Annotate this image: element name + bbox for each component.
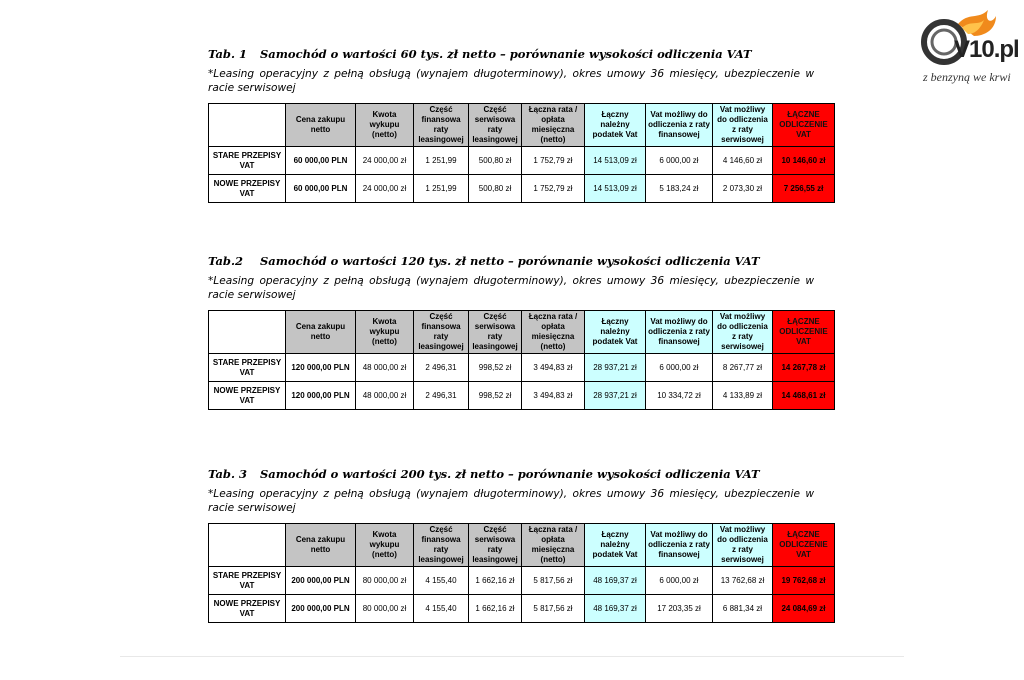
column-header: Część serwisowa raty leasingowej <box>469 311 522 354</box>
cell: 24 000,00 zł <box>356 147 414 175</box>
vat-table <box>208 310 835 410</box>
cell: 17 203,35 zł <box>646 595 713 623</box>
vat-table <box>208 523 835 623</box>
cell: 80 000,00 zł <box>356 595 414 623</box>
cell: 998,52 zł <box>469 354 522 382</box>
cell-total: 19 762,68 zł <box>773 567 835 595</box>
column-header: Vat możliwy do odliczenia z raty serwisowej <box>713 104 773 147</box>
column-header: Łączny należny podatek Vat <box>585 104 646 147</box>
cell: 5 817,56 zł <box>522 567 585 595</box>
row-label: NOWE PRZEPISY VAT <box>209 595 286 623</box>
cell: 200 000,00 PLN <box>286 567 356 595</box>
cell: 1 752,79 zł <box>522 175 585 203</box>
column-header: Vat możliwy do odliczenia z raty serwisowej <box>713 524 773 567</box>
cell: 2 073,30 zł <box>713 175 773 203</box>
table-section-1 <box>208 46 838 203</box>
row-label: NOWE PRZEPISY VAT <box>209 175 286 203</box>
cell: 6 000,00 zł <box>646 147 713 175</box>
column-header: Łączna rata / opłata miesięczna (netto) <box>522 524 585 567</box>
header-blank <box>209 311 286 354</box>
table-row <box>209 382 835 410</box>
table-section-2 <box>208 253 838 410</box>
column-header: Część finansowa raty leasingowej <box>414 104 469 147</box>
column-header: Cena zakupu netto <box>286 524 356 567</box>
cell: 48 169,37 zł <box>585 567 646 595</box>
table-title <box>208 466 838 482</box>
cell: 28 937,21 zł <box>585 382 646 410</box>
cell: 5 183,24 zł <box>646 175 713 203</box>
cell: 6 000,00 zł <box>646 354 713 382</box>
row-label: NOWE PRZEPISY VAT <box>209 382 286 410</box>
cell: 120 000,00 PLN <box>286 382 356 410</box>
cell: 3 494,83 zł <box>522 382 585 410</box>
cell: 120 000,00 PLN <box>286 354 356 382</box>
table-number: Tab.2 <box>208 254 243 268</box>
cell: 48 169,37 zł <box>585 595 646 623</box>
cell: 998,52 zł <box>469 382 522 410</box>
cell: 48 000,00 zł <box>356 354 414 382</box>
cell: 500,80 zł <box>469 147 522 175</box>
column-header: Cena zakupu netto <box>286 104 356 147</box>
cell: 48 000,00 zł <box>356 382 414 410</box>
header-row <box>209 524 835 567</box>
table-row <box>209 354 835 382</box>
cell: 1 251,99 <box>414 175 469 203</box>
table-title-text: Samochód o wartości 120 tys. zł netto – porównanie wysokości odliczenia VAT <box>260 254 760 268</box>
cell: 3 494,83 zł <box>522 354 585 382</box>
table-number: Tab. 1 <box>208 47 247 61</box>
cell: 1 752,79 zł <box>522 147 585 175</box>
table-row <box>209 595 835 623</box>
cell-total: 10 146,60 zł <box>773 147 835 175</box>
table-title <box>208 46 838 62</box>
table-row <box>209 175 835 203</box>
cell: 1 662,16 zł <box>469 595 522 623</box>
column-header: Część finansowa raty leasingowej <box>414 524 469 567</box>
column-header: Vat możliwy do odliczenia z raty finansowej <box>646 104 713 147</box>
cell: 60 000,00 PLN <box>286 147 356 175</box>
column-header: Kwota wykupu (netto) <box>356 104 414 147</box>
row-label: STARE PRZEPISY VAT <box>209 354 286 382</box>
cell: 6 881,34 zł <box>713 595 773 623</box>
table-note: *Leasing operacyjny z pełną obsługą (wynajem długoterminowy), okres umowy 36 miesięcy, ubezpieczenie w racie serwisowej <box>208 68 814 94</box>
cell-total: 14 267,78 zł <box>773 354 835 382</box>
footer-divider <box>120 656 904 657</box>
cell: 200 000,00 PLN <box>286 595 356 623</box>
cell: 4 155,40 <box>414 595 469 623</box>
cell: 80 000,00 zł <box>356 567 414 595</box>
column-header: Łączny należny podatek Vat <box>585 524 646 567</box>
cell: 13 762,68 zł <box>713 567 773 595</box>
table-title <box>208 253 838 269</box>
cell-total: 14 468,61 zł <box>773 382 835 410</box>
cell: 14 513,09 zł <box>585 175 646 203</box>
cell: 28 937,21 zł <box>585 354 646 382</box>
table-number: Tab. 3 <box>208 467 247 481</box>
cell: 8 267,77 zł <box>713 354 773 382</box>
column-header: Łączny należny podatek Vat <box>585 311 646 354</box>
column-header: Vat możliwy do odliczenia z raty serwisowej <box>713 311 773 354</box>
header-blank <box>209 524 286 567</box>
table-row <box>209 147 835 175</box>
cell: 2 496,31 <box>414 382 469 410</box>
header-blank <box>209 104 286 147</box>
cell: 4 155,40 <box>414 567 469 595</box>
column-header-total: ŁĄCZNE ODLICZENIE VAT <box>773 104 835 147</box>
vat-table <box>208 103 835 203</box>
v10-logo <box>918 6 1018 86</box>
table-note: *Leasing operacyjny z pełną obsługą (wynajem długoterminowy), okres umowy 36 miesięcy, ubezpieczenie w racie serwisowej <box>208 488 814 514</box>
row-label: STARE PRZEPISY VAT <box>209 567 286 595</box>
column-header: Kwota wykupu (netto) <box>356 524 414 567</box>
table-note: *Leasing operacyjny z pełną obsługą (wynajem długoterminowy), okres umowy 36 miesięcy, ubezpieczenie w racie serwisowej <box>208 275 814 301</box>
logo-slogan: z benzyną we krwi <box>923 70 1011 84</box>
table-title-text: Samochód o wartości 200 tys. zł netto – porównanie wysokości odliczenia VAT <box>260 467 760 481</box>
column-header: Vat możliwy do odliczenia z raty finansowej <box>646 524 713 567</box>
table-title-text: Samochód o wartości 60 tys. zł netto – porównanie wysokości odliczenia VAT <box>260 47 752 61</box>
cell-total: 24 084,69 zł <box>773 595 835 623</box>
column-header: Część serwisowa raty leasingowej <box>469 524 522 567</box>
cell: 5 817,56 zł <box>522 595 585 623</box>
column-header: Łączna rata / opłata miesięczna (netto) <box>522 311 585 354</box>
column-header-total: ŁĄCZNE ODLICZENIE VAT <box>773 524 835 567</box>
header-row <box>209 104 835 147</box>
column-header: Część serwisowa raty leasingowej <box>469 104 522 147</box>
cell: 500,80 zł <box>469 175 522 203</box>
row-label: STARE PRZEPISY VAT <box>209 147 286 175</box>
column-header: Vat możliwy do odliczenia z raty finansowej <box>646 311 713 354</box>
column-header: Łączna rata / opłata miesięczna (netto) <box>522 104 585 147</box>
cell: 1 662,16 zł <box>469 567 522 595</box>
cell: 4 146,60 zł <box>713 147 773 175</box>
column-header: Część finansowa raty leasingowej <box>414 311 469 354</box>
cell: 6 000,00 zł <box>646 567 713 595</box>
cell: 2 496,31 <box>414 354 469 382</box>
cell: 1 251,99 <box>414 147 469 175</box>
cell: 10 334,72 zł <box>646 382 713 410</box>
table-row <box>209 567 835 595</box>
logo-text: V10.pl <box>954 36 1019 63</box>
cell-total: 7 256,55 zł <box>773 175 835 203</box>
cell: 14 513,09 zł <box>585 147 646 175</box>
header-row <box>209 311 835 354</box>
cell: 24 000,00 zł <box>356 175 414 203</box>
column-header-total: ŁĄCZNE ODLICZENIE VAT <box>773 311 835 354</box>
column-header: Cena zakupu netto <box>286 311 356 354</box>
table-section-3 <box>208 466 838 623</box>
cell: 4 133,89 zł <box>713 382 773 410</box>
column-header: Kwota wykupu (netto) <box>356 311 414 354</box>
cell: 60 000,00 PLN <box>286 175 356 203</box>
